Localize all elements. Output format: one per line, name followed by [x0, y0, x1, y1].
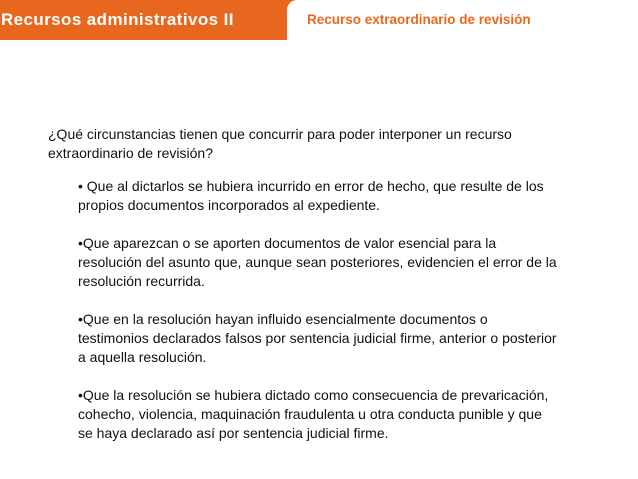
bullet-item: •Que aparezcan o se aporten documentos de valor esencial para la resolución del asunto que, aunque sean posteriores, evidencien el error de la resolución recurrida.: [78, 235, 557, 289]
slide-subtitle: Recurso extraordinario de revisión: [287, 0, 638, 40]
bullet-item: • Que al dictarlos se hubiera incurrido en error de hecho, que resulte de los propios documentos incorporados al expediente.: [78, 178, 544, 213]
bullet-list: [78, 177, 608, 443]
question-text: ¿Qué circunstancias tienen que concurrir para poder interponer un recurso extraordinario de revisión?: [48, 126, 512, 161]
bullet-item: •Que la resolución se hubiera dictado como consecuencia de prevaricación, cohecho, violencia, maquinación fraudulenta u otra conducta punible y que se haya declarado así por sentencia judicial firme.: [78, 387, 549, 441]
slide-title: Recursos administrativos II: [0, 0, 283, 40]
slide-content: [48, 125, 608, 462]
bullet-item: •Que en la resolución hayan influido esencialmente documentos o testimonios declarados falsos por sentencia judicial firme, anterior o posterior a aquella resolución.: [78, 311, 557, 365]
